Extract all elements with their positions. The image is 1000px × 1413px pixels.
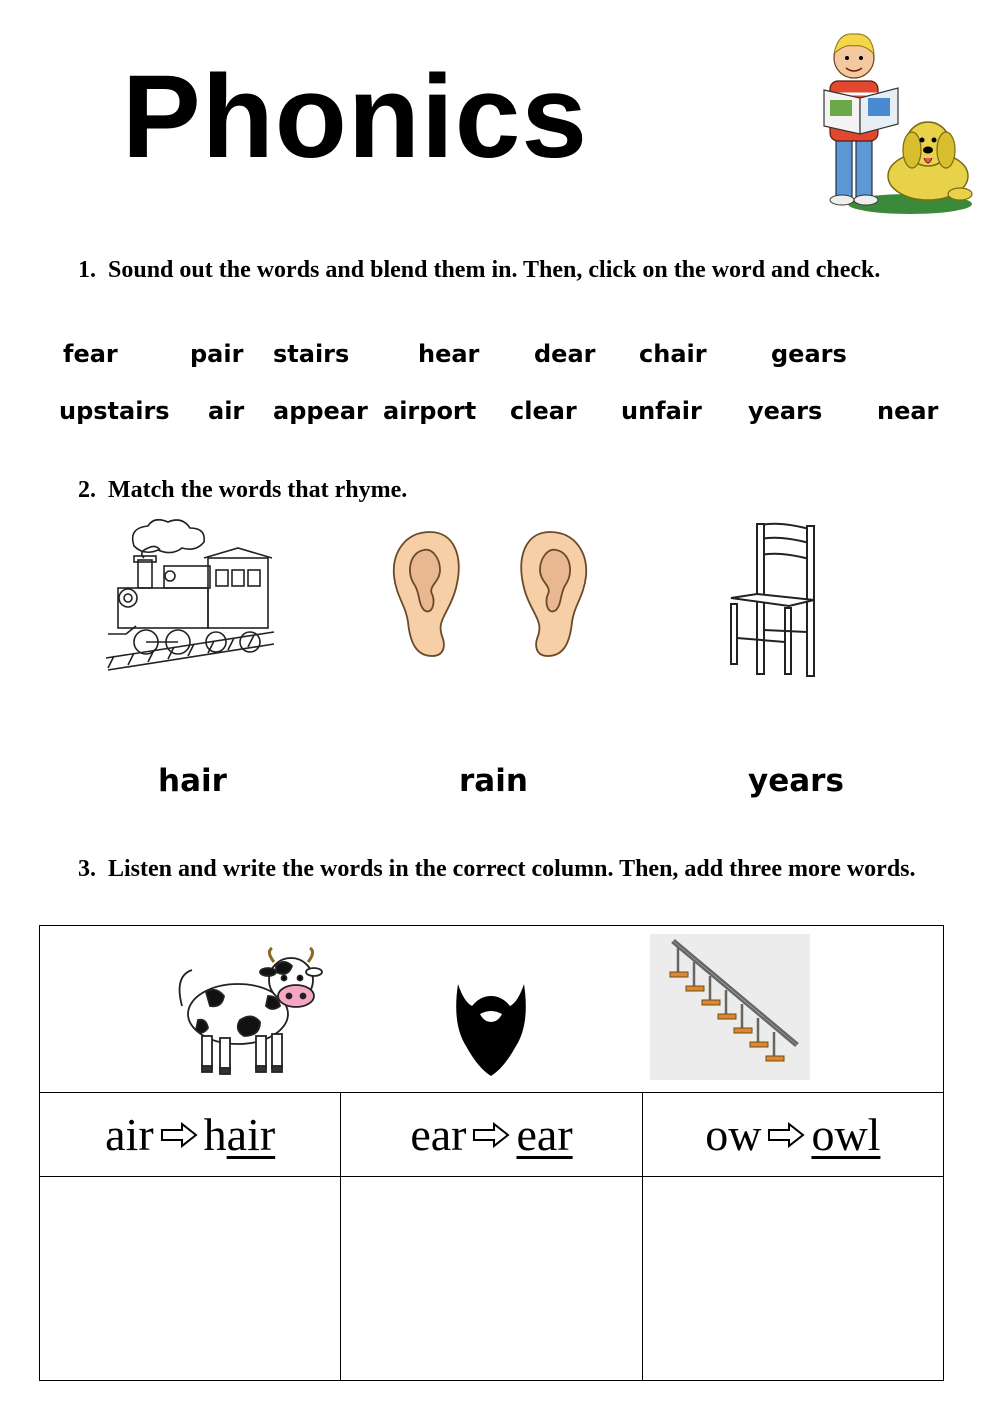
arrow-icon [160,1122,198,1148]
word-stairs[interactable]: stairs [273,340,350,368]
answer-cell-ear[interactable] [341,1177,642,1381]
word-chair[interactable]: chair [639,340,707,368]
section2-text: Match the words that rhyme. [108,477,408,503]
arrow-icon [767,1122,805,1148]
column-ow [642,1093,943,1177]
rhyme-word-rain[interactable]: rain [459,763,528,799]
arrow-icon [472,1122,510,1148]
sound-ow: ow [705,1109,762,1160]
word-upstairs[interactable]: upstairs [59,397,170,425]
ears-icon[interactable] [390,528,590,660]
stairs-icon[interactable] [650,934,810,1080]
word-clear[interactable]: clear [510,397,577,425]
rhyme-word-years[interactable]: years [748,763,844,799]
section2-instruction [78,472,948,508]
sound-columns-table [39,925,944,1381]
word-airport[interactable]: airport [383,397,477,425]
word-pair[interactable]: pair [190,340,244,368]
picture-cell [40,926,944,1093]
rhyme-word-hair[interactable]: hair [158,763,227,799]
picture-row [40,926,944,1093]
word-unfair[interactable]: unfair [621,397,702,425]
boy-reading-with-dog-icon [800,26,975,216]
example-word-air: air [226,1109,276,1160]
sound-air: air [105,1109,154,1160]
train-icon[interactable] [104,518,276,680]
section3-text: Listen and write the words in the correct column. Then, add three more words. [108,856,916,882]
beard-icon[interactable] [454,980,528,1078]
word-near[interactable]: near [877,397,939,425]
section2-number: 2. [78,477,96,503]
answer-row [40,1177,944,1381]
word-gears[interactable]: gears [771,340,847,368]
section1-number: 1. [78,257,96,283]
word-air[interactable]: air [208,397,245,425]
section3-number: 3. [78,856,96,882]
answer-cell-air[interactable] [40,1177,341,1381]
answer-cell-ow[interactable] [642,1177,943,1381]
column-air [40,1093,341,1177]
chair-icon[interactable] [727,520,819,680]
section1-instruction [78,252,948,288]
word-appear[interactable]: appear [273,397,368,425]
word-hear[interactable]: hear [418,340,480,368]
example-prefix-air: h [203,1109,227,1160]
cow-icon[interactable] [176,946,326,1076]
section3-instruction [78,851,948,887]
page-title: Phonics [122,51,588,183]
word-years[interactable]: years [748,397,823,425]
section1-text: Sound out the words and blend them in. Then, click on the word and check. [108,257,881,283]
word-dear[interactable]: dear [534,340,596,368]
sound-header-row [40,1093,944,1177]
sound-ear: ear [410,1109,467,1160]
column-ear [341,1093,642,1177]
example-word-ear: ear [516,1109,573,1160]
word-fear[interactable]: fear [63,340,118,368]
example-word-ow: owl [811,1109,881,1160]
